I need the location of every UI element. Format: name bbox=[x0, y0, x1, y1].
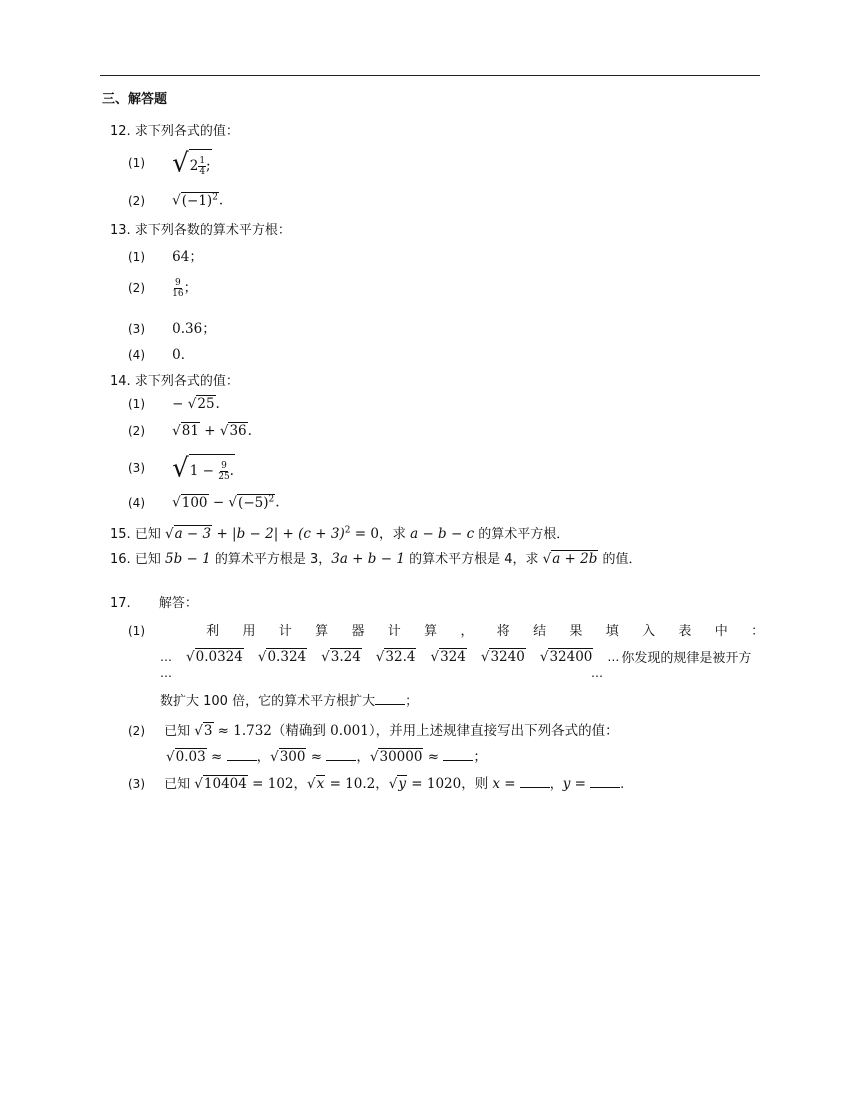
radical-value: √0.0324 bbox=[186, 648, 243, 665]
answer-blank[interactable] bbox=[227, 748, 257, 761]
spread-char: ， bbox=[460, 624, 474, 639]
spread-char: 中 bbox=[714, 624, 728, 639]
question-12 bbox=[110, 120, 239, 139]
radical-value: √3.24 bbox=[321, 648, 361, 665]
spread-char: 用 bbox=[242, 624, 256, 639]
radical-value: √32400 bbox=[539, 648, 593, 665]
question-stem: 求下列各数的算术平方根： bbox=[134, 223, 291, 238]
q14-item-4: (4) $√100 - √(-5)^2$. bbox=[128, 494, 280, 511]
spread-char: 算 bbox=[424, 624, 438, 639]
q17-part-2: (2) 已知 √3 ≈ 1.732（精确到 0.001），并用上述规律直接写出下列各式的值： bbox=[128, 723, 619, 739]
ellipsis: … bbox=[607, 649, 620, 664]
question-number: 12. bbox=[110, 124, 131, 139]
ellipsis: … bbox=[160, 649, 172, 664]
answer-blank[interactable] bbox=[375, 692, 405, 705]
header-rule bbox=[100, 75, 760, 76]
spread-char: 果 bbox=[569, 624, 583, 639]
section-title: 三、解答题 bbox=[102, 92, 168, 107]
q12-item-1 bbox=[128, 148, 212, 178]
question-number: 13. bbox=[110, 223, 131, 238]
answer-blank[interactable] bbox=[326, 748, 356, 761]
q14-item-3: (3) √1 − $\frac{9}{25}$ . bbox=[128, 453, 234, 483]
question-number: 14. bbox=[110, 374, 131, 389]
radical-value: √324 bbox=[430, 648, 466, 665]
q17-part-3: (3) 已知 √10404 = 102，√x = 10.2，√y = 1020，则 x = ，y = . bbox=[128, 776, 625, 792]
answer-blank[interactable] bbox=[443, 748, 473, 761]
item-label: (2) bbox=[128, 193, 145, 208]
spread-char: 将 bbox=[496, 624, 510, 639]
spread-char: 表 bbox=[678, 624, 692, 639]
q12-item-2 bbox=[128, 192, 223, 209]
q13-item-3: (3) 0.36； bbox=[128, 321, 216, 337]
spread-char: ： bbox=[751, 624, 765, 639]
answer-blank-x[interactable] bbox=[520, 775, 550, 788]
answer-blank-y[interactable] bbox=[590, 775, 620, 788]
radical-value: √0.324 bbox=[257, 648, 307, 665]
spread-text bbox=[164, 620, 764, 639]
spread-char: 计 bbox=[278, 624, 292, 639]
spread-char: 入 bbox=[642, 624, 656, 639]
fraction: $\frac{9}{16}$ ； bbox=[172, 278, 198, 299]
q13-item-4: (4) 0． bbox=[128, 347, 195, 363]
q17-ellipsis-below-right: … bbox=[591, 666, 603, 680]
spread-char: 利 bbox=[206, 624, 220, 639]
question-stem: 求下列各式的值： bbox=[134, 124, 239, 139]
q17-p1-line2: 数扩大 100 倍，它的算术平方根扩大 ； bbox=[160, 694, 419, 709]
spread-char: 填 bbox=[605, 624, 619, 639]
q17-radical-row bbox=[160, 647, 751, 666]
q17-part-1: (1) 利 用 计 算 器 计 算 ， 将 结 果 填 入 表 中 ： bbox=[128, 620, 764, 639]
question-number: 17. bbox=[110, 596, 131, 611]
q13-item-1: (1) 64； bbox=[128, 249, 203, 265]
spread-char: 器 bbox=[351, 624, 365, 639]
question-16: 16. 已知 5b − 1 的算术平方根是 3，3a + b − 1 的算术平方根是 4，求 √a + 2b 的值． bbox=[110, 551, 642, 567]
question-stem: 解答： bbox=[158, 596, 198, 611]
radical: √2 $\frac{1}{4}$ ; bbox=[172, 148, 211, 178]
question-number: 15. bbox=[110, 527, 131, 542]
spread-char: 结 bbox=[533, 624, 547, 639]
question-number: 16. bbox=[110, 552, 131, 567]
question-17 bbox=[110, 592, 198, 611]
question-14 bbox=[110, 370, 239, 389]
q17-p2-answers: √0.03 ≈ ，√300 ≈ ，√30000 ≈ ； bbox=[166, 749, 487, 765]
radical-value: √3240 bbox=[480, 648, 525, 665]
radical-value: √32.4 bbox=[375, 648, 416, 665]
q14-item-2: (2) √81 + √36. bbox=[128, 423, 252, 439]
question-stem: 求下列各式的值： bbox=[134, 374, 239, 389]
question-15: 15. 已知 $√a - 3 + |b - 2| + (c + 3)^2 = 0$，求 a − b − c 的算术平方根． bbox=[110, 525, 570, 542]
spread-char: 计 bbox=[387, 624, 401, 639]
spread-char: 算 bbox=[315, 624, 329, 639]
item-label: (1) bbox=[128, 155, 145, 170]
q13-item-2: (2) $\frac{9}{16}$ ； bbox=[128, 278, 198, 299]
question-13 bbox=[110, 219, 291, 238]
q14-item-1: (1) − √25. bbox=[128, 396, 220, 412]
q17-ellipsis-below: … bbox=[160, 666, 172, 680]
rule-text: 你发现的规律是被开方 bbox=[621, 651, 752, 666]
radical: $√(-1)^2$. bbox=[172, 192, 224, 209]
